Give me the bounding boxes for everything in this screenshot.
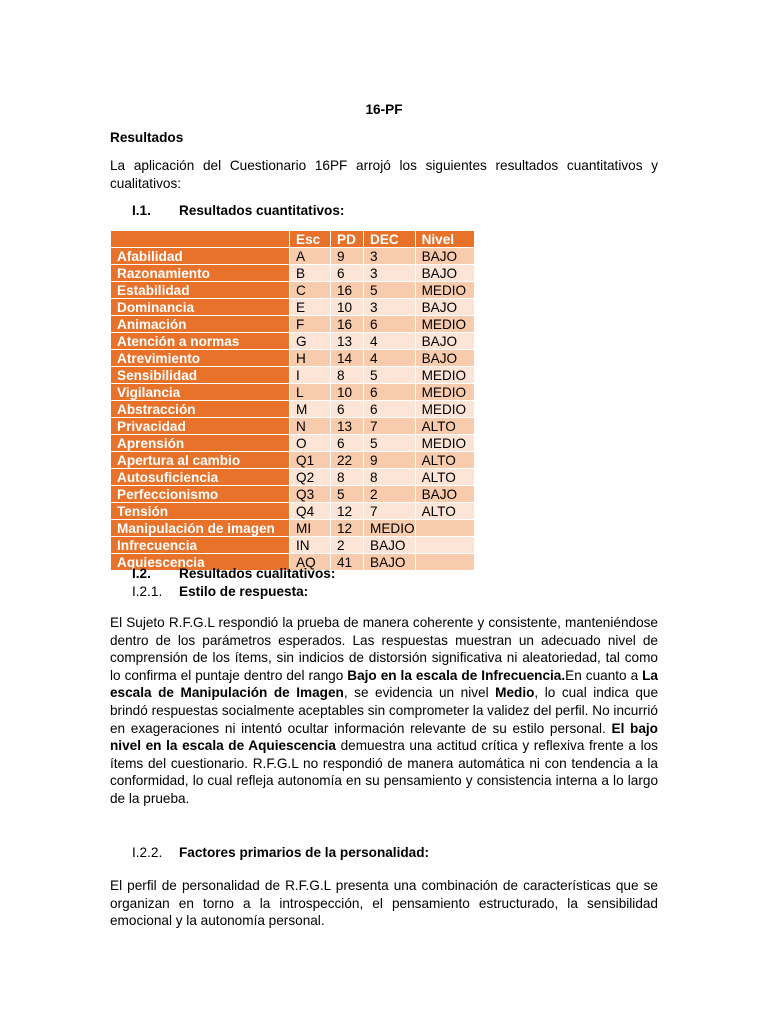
row-nivel-cell: MEDIO	[415, 401, 474, 418]
row-esc-cell: Q3	[290, 486, 331, 503]
intro-paragraph: La aplicación del Cuestionario 16PF arrojó los siguientes resultados cuantitativos y cualitativos:	[110, 158, 658, 191]
row-name-cell: Animación	[111, 316, 290, 333]
row-name-cell: Perfeccionismo	[111, 486, 290, 503]
row-nivel-cell: BAJO	[415, 486, 474, 503]
row-dec-cell: 8	[364, 469, 416, 486]
row-nivel-cell: MEDIO	[415, 384, 474, 401]
row-name-cell: Sensibilidad	[111, 367, 290, 384]
table-row	[111, 469, 475, 486]
row-pd-cell: 9	[331, 248, 364, 265]
response-style-paragraph	[110, 614, 658, 808]
row-pd-cell: 14	[331, 350, 364, 367]
table-row	[111, 282, 475, 299]
header-cell-esc: Esc	[290, 231, 331, 248]
row-dec-cell: 3	[364, 299, 416, 316]
text-run: , se evidencia un nivel	[343, 685, 496, 701]
row-dec-cell: 6	[364, 384, 416, 401]
row-pd-cell: 2	[331, 537, 364, 554]
row-nivel-cell	[415, 520, 474, 537]
text-run: demuestra una actitud crítica y reflexiva frente a los ítems del cuestionario. R.F.G.L no respondió de manera automática ni con tendencia a la conformidad, lo cual refleja autonomía en su pensamiento y consistencia interna a lo largo de la prueba.	[110, 738, 658, 806]
row-pd-cell: 13	[331, 333, 364, 350]
row-dec-cell: 5	[364, 282, 416, 299]
section-label: Factores primarios de la personalidad:	[179, 845, 430, 860]
row-name-cell: Atrevimiento	[111, 350, 290, 367]
row-nivel-cell: BAJO	[415, 299, 474, 316]
table-row	[111, 401, 475, 418]
bold-text-run: Medio	[495, 685, 535, 701]
row-nivel-cell: BAJO	[415, 265, 474, 282]
section-1-1-heading	[132, 202, 344, 220]
table-body	[111, 248, 475, 571]
row-nivel-cell: MEDIO	[415, 435, 474, 452]
row-nivel-cell: ALTO	[415, 469, 474, 486]
row-name-cell: Manipulación de imagen	[111, 520, 290, 537]
row-dec-cell: BAJO	[364, 537, 416, 554]
bold-text-run: El bajo nivel en la escala de Aquiescencia	[110, 720, 658, 754]
row-dec-cell: MEDIO	[364, 520, 416, 537]
document-title: 16-PF	[365, 102, 403, 117]
row-nivel-cell: MEDIO	[415, 316, 474, 333]
row-dec-cell: BAJO	[364, 554, 416, 571]
row-esc-cell: L	[290, 384, 331, 401]
row-esc-cell: IN	[290, 537, 331, 554]
row-nivel-cell: BAJO	[415, 350, 474, 367]
row-name-cell: Aprensión	[111, 435, 290, 452]
row-name-cell: Autosuficiencia	[111, 469, 290, 486]
row-nivel-cell: MEDIO	[415, 367, 474, 384]
table-row	[111, 299, 475, 316]
table-row	[111, 537, 475, 554]
section-number: I.1.	[132, 203, 151, 218]
section-label: Resultados cuantitativos:	[179, 203, 345, 218]
row-pd-cell: 41	[331, 554, 364, 571]
results-heading: Resultados	[110, 130, 184, 145]
table-row	[111, 333, 475, 350]
row-name-cell: Atención a normas	[111, 333, 290, 350]
section-1-2-1-heading	[132, 583, 308, 601]
table-row	[111, 316, 475, 333]
row-pd-cell: 10	[331, 384, 364, 401]
section-1-2-heading	[132, 565, 335, 583]
row-name-cell: Abstracción	[111, 401, 290, 418]
row-esc-cell: F	[290, 316, 331, 333]
table-row	[111, 503, 475, 520]
table-header-row	[111, 231, 475, 248]
row-dec-cell: 5	[364, 435, 416, 452]
row-esc-cell: M	[290, 401, 331, 418]
row-pd-cell: 13	[331, 418, 364, 435]
row-esc-cell: I	[290, 367, 331, 384]
row-nivel-cell: ALTO	[415, 418, 474, 435]
row-name-cell: Infrecuencia	[111, 537, 290, 554]
row-pd-cell: 6	[331, 401, 364, 418]
row-dec-cell: 4	[364, 350, 416, 367]
row-pd-cell: 16	[331, 282, 364, 299]
row-pd-cell: 12	[331, 520, 364, 537]
row-name-cell: Apertura al cambio	[111, 452, 290, 469]
row-nivel-cell: MEDIO	[415, 282, 474, 299]
table-row	[111, 367, 475, 384]
results-table	[110, 230, 475, 571]
row-esc-cell: A	[290, 248, 331, 265]
bold-text-run: La escala de Manipulación de Imagen	[110, 667, 658, 701]
header-cell-dec: DEC	[364, 231, 416, 248]
row-pd-cell: 6	[331, 265, 364, 282]
row-pd-cell: 5	[331, 486, 364, 503]
table-row	[111, 248, 475, 265]
row-name-cell: Afabilidad	[111, 248, 290, 265]
row-esc-cell: E	[290, 299, 331, 316]
table-row	[111, 418, 475, 435]
row-dec-cell: 5	[364, 367, 416, 384]
table-row	[111, 520, 475, 537]
row-dec-cell: 3	[364, 265, 416, 282]
row-esc-cell: G	[290, 333, 331, 350]
text-run: , lo cual indica que brindó respuestas socialmente aceptables sin comprometer la validez del perfil. No incurrió en exageraciones ni intentó ocultar información relevante de su estilo personal.	[110, 685, 659, 736]
section-label: Resultados cualitativos:	[179, 566, 336, 581]
section-number: I.2.1.	[132, 584, 163, 599]
row-esc-cell: N	[290, 418, 331, 435]
row-pd-cell: 8	[331, 367, 364, 384]
row-name-cell: Vigilancia	[111, 384, 290, 401]
row-esc-cell: C	[290, 282, 331, 299]
table-row	[111, 265, 475, 282]
text-run: El Sujeto R.F.G.L respondió la prueba de manera coherente y consistente, manteniéndose dentro de los parámetros esperados. Las respuestas muestran un adecuado nivel de comprensión de los ítems, sin indicios de distorsión significativa ni aleatoriedad, tal como lo confirma el puntaje dentro del rango	[110, 615, 658, 683]
row-esc-cell: B	[290, 265, 331, 282]
row-esc-cell: AQ	[290, 554, 331, 571]
row-name-cell: Estabilidad	[111, 282, 290, 299]
personality-factors-paragraph: El perfil de personalidad de R.F.G.L presenta una combinación de características que se organizan en torno a la introspección, el pensamiento estructurado, la sensibilidad emocional y la autonomía personal.	[110, 878, 658, 929]
row-esc-cell: Q4	[290, 503, 331, 520]
row-dec-cell: 7	[364, 418, 416, 435]
row-name-cell: Privacidad	[111, 418, 290, 435]
text-run: En cuanto a	[565, 667, 643, 683]
row-pd-cell: 12	[331, 503, 364, 520]
row-name-cell: Dominancia	[111, 299, 290, 316]
row-pd-cell: 10	[331, 299, 364, 316]
header-cell-pd: PD	[331, 231, 364, 248]
row-nivel-cell: ALTO	[415, 503, 474, 520]
row-esc-cell: H	[290, 350, 331, 367]
row-name-cell: Aquiescencia	[111, 554, 290, 571]
row-nivel-cell: BAJO	[415, 248, 474, 265]
section-label: Estilo de respuesta:	[179, 584, 309, 599]
row-dec-cell: 7	[364, 503, 416, 520]
table-row	[111, 435, 475, 452]
row-dec-cell: 4	[364, 333, 416, 350]
section-number: I.2.2.	[132, 845, 163, 860]
table-row	[111, 452, 475, 469]
header-cell-name	[111, 231, 290, 248]
table-row	[111, 350, 475, 367]
row-nivel-cell	[415, 554, 474, 571]
row-nivel-cell: ALTO	[415, 452, 474, 469]
section-1-2-2-heading	[132, 844, 429, 862]
row-pd-cell: 22	[331, 452, 364, 469]
row-pd-cell: 16	[331, 316, 364, 333]
row-dec-cell: 6	[364, 316, 416, 333]
row-pd-cell: 6	[331, 435, 364, 452]
row-name-cell: Razonamiento	[111, 265, 290, 282]
row-esc-cell: O	[290, 435, 331, 452]
table-row	[111, 384, 475, 401]
row-pd-cell: 8	[331, 469, 364, 486]
row-dec-cell: 2	[364, 486, 416, 503]
section-number: I.2.	[132, 566, 151, 581]
row-name-cell: Tensión	[111, 503, 290, 520]
row-nivel-cell: BAJO	[415, 333, 474, 350]
row-esc-cell: MI	[290, 520, 331, 537]
table-row	[111, 486, 475, 503]
row-dec-cell: 6	[364, 401, 416, 418]
bold-text-run: Bajo en la escala de Infrecuencia.	[347, 667, 566, 683]
row-esc-cell: Q1	[290, 452, 331, 469]
row-nivel-cell	[415, 537, 474, 554]
row-esc-cell: Q2	[290, 469, 331, 486]
row-dec-cell: 9	[364, 452, 416, 469]
header-cell-nivel: Nivel	[415, 231, 474, 248]
row-dec-cell: 3	[364, 248, 416, 265]
